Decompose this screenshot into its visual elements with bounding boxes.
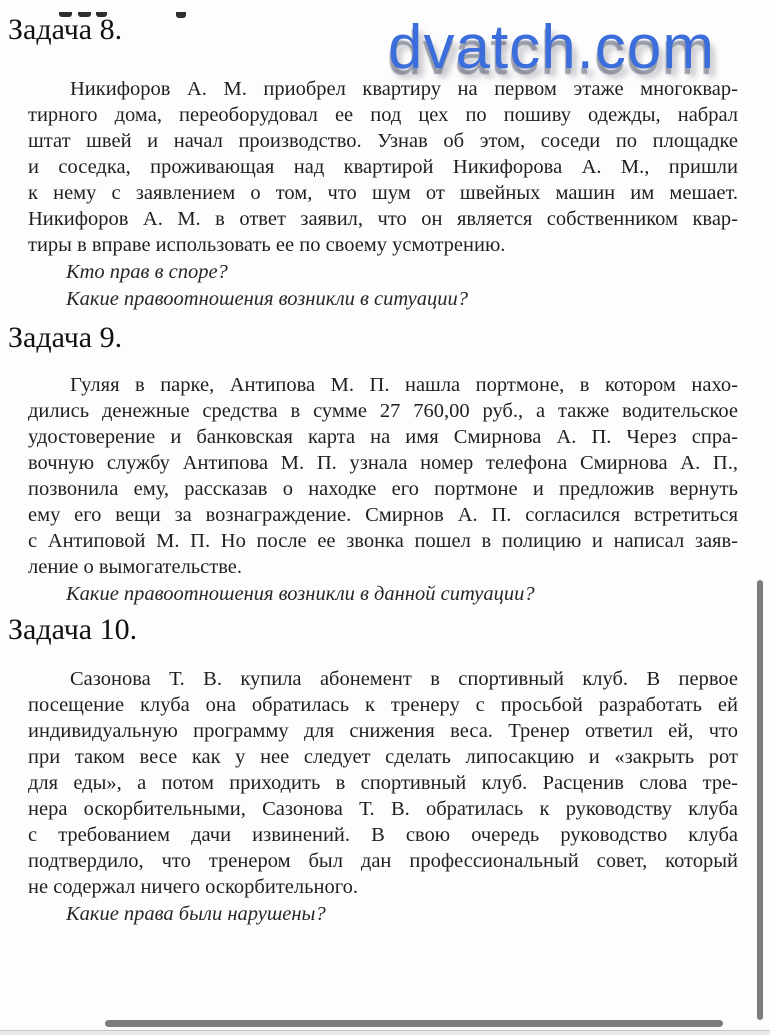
question-line: Кто прав в споре? — [66, 261, 228, 283]
paragraph-line: Никифоров А. М. в ответ заявил, что он является собственником квар- — [28, 208, 738, 230]
question-line: Какие правоотношения возникли в данной ситуации? — [66, 583, 535, 605]
paragraph-line: к нему с заявлением о том, что шум от швейных машин им мешает. — [28, 182, 738, 204]
paragraph-line: дились денежные средства в сумме 27 760,00 руб., а также водительское — [28, 400, 738, 422]
paragraph-line: ему его вещи за вознаграждение. Смирнов А. П. согласился встретиться — [28, 504, 738, 526]
paragraph-line: с требованием дачи извинений. В свою очередь руководство клуба — [28, 823, 738, 846]
paragraph-line: посещение клуба она обратилась к тренеру с просьбой разработать ей — [28, 693, 738, 716]
watermark-text: dvatch.com — [388, 13, 716, 82]
paragraph-line: для еды», а потом приходить в спортивный клуб. Расценив слова тре- — [28, 771, 738, 794]
paragraph-line: позвонила ему, рассказав о находке его портмоне и предложив вернуть — [28, 478, 738, 500]
task-10-heading: Задача 10. — [8, 612, 138, 646]
paragraph-line: Никифоров А. М. приобрел квартиру на первом этаже многоквар- — [70, 78, 738, 100]
paragraph-line: не содержал ничего оскорбительного. — [28, 875, 358, 898]
paragraph-line: тирного дома, переоборудовал ее под цех по пошиву одежды, набрал — [28, 104, 738, 126]
task-10-questions — [0, 901, 770, 928]
paragraph-line: подтвердило, что тренером был дан профессиональный совет, который — [28, 849, 738, 872]
paragraph-line: удостоверение и банковская карта на имя Смирнова А. П. Через спра- — [28, 426, 738, 448]
question-line: Какие права были нарушены? — [66, 902, 326, 925]
paragraph-line: нера оскорбительными, Сазонова Т. В. обратилась к руководству клуба — [28, 797, 738, 820]
paragraph-line: и соседка, проживающая над квартирой Никифорова А. М., пришли — [28, 156, 738, 178]
horizontal-scrollbar[interactable] — [105, 1020, 723, 1027]
bottom-bar — [0, 1030, 770, 1035]
paragraph-line: Гуляя в парке, Антипова М. П. нашла портмоне, в котором нахо- — [70, 374, 738, 396]
paragraph-line: штат швей и начал производство. Узнав об этом, соседи по площадке — [28, 130, 738, 152]
vertical-scrollbar[interactable] — [757, 580, 763, 1020]
task-9-heading: Задача 9. — [8, 321, 123, 354]
paragraph-line: индивидуальную программу для снижения веса. Тренер ответил ей, что — [28, 719, 738, 742]
paragraph-line: при таком весе как у нее следует сделать липосакцию и «закрыть рот — [28, 745, 738, 768]
question-line: Какие правоотношения возникли в ситуации? — [66, 287, 469, 310]
task-10-paragraph — [28, 666, 738, 900]
paragraph-line: ление о вымогательстве. — [28, 556, 242, 578]
paragraph-line: тиры в вправе использовать ее по своему усмотрению. — [28, 234, 506, 256]
paragraph-line: вочную службу Антипова М. П. узнала номер телефона Смирнова А. П., — [28, 452, 738, 474]
task-9-questions — [0, 581, 770, 608]
paragraph-line: Сазонова Т. В. купила абонемент в спортивный клуб. В первое — [70, 667, 738, 690]
paragraph-line: с Антиповой М. П. Но после ее звонка пошел в полицию и написал заяв- — [28, 530, 738, 552]
document-page — [0, 12, 770, 927]
task-8-paragraph — [28, 76, 738, 258]
task-8-questions — [0, 259, 770, 312]
task-8-heading: Задача 8. — [8, 13, 123, 46]
task-9-paragraph — [28, 372, 738, 580]
